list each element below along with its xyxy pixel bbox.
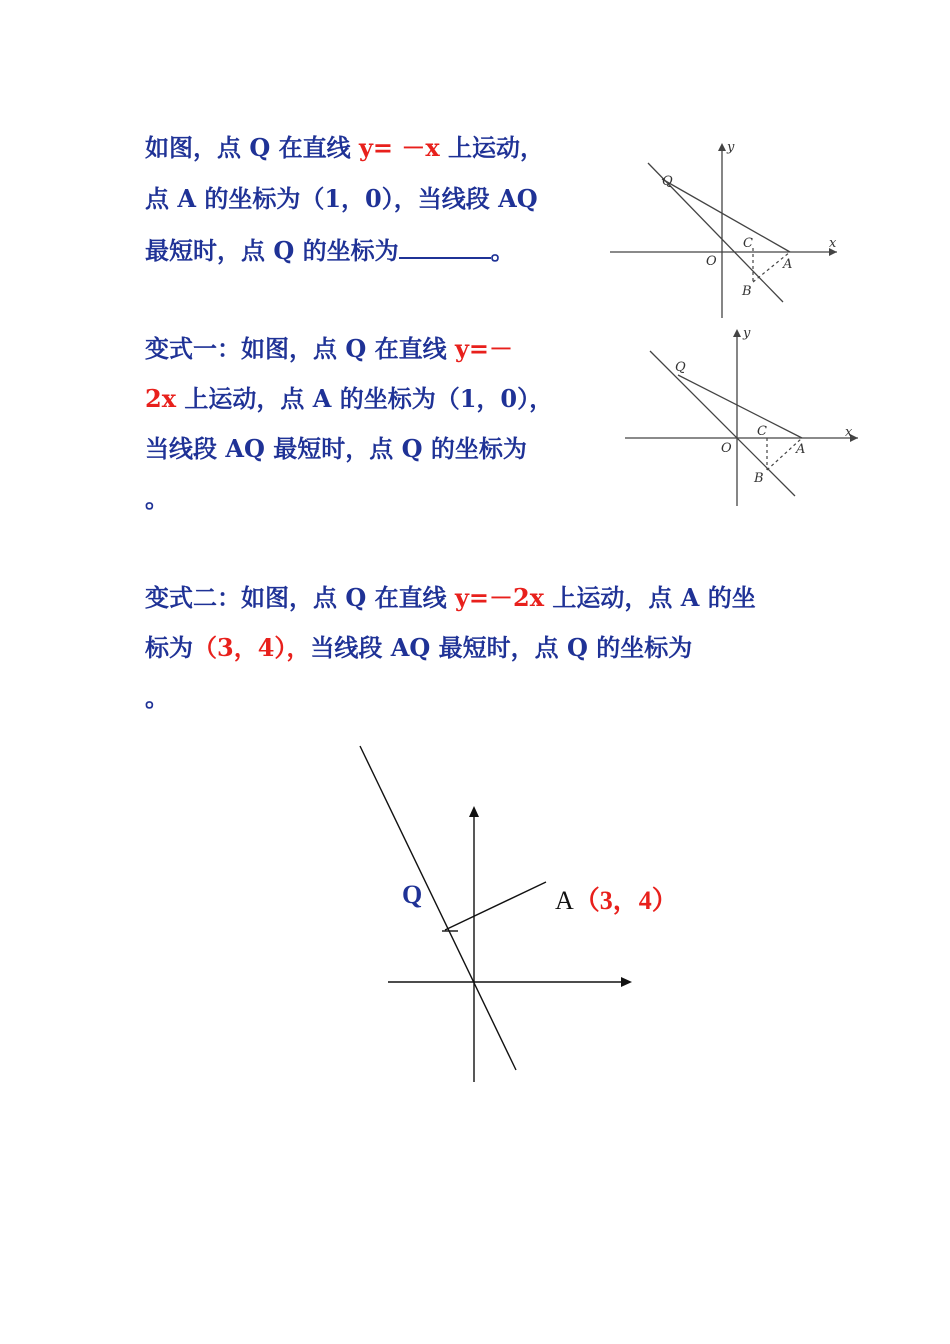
problem-line-3 — [145, 233, 515, 267]
variant1-text: 上运动，点 A 的坐标为（1，0）， — [176, 384, 554, 413]
point-q-label: Q — [402, 880, 423, 909]
point-b-label: B — [754, 471, 764, 486]
point-c-label: C — [757, 424, 767, 439]
figure-2 — [620, 323, 865, 508]
point-a-coord: （3，4） — [573, 886, 678, 915]
problem-text: 。 — [490, 236, 515, 265]
origin-label: O — [706, 254, 717, 269]
point-a-name: A — [555, 886, 574, 915]
variant2-text: 上运动，点 A 的坐 — [544, 583, 756, 612]
answer-blank — [399, 233, 491, 259]
problem-text: 点 A 的坐标为（1，0），当线段 AQ — [145, 184, 538, 213]
origin-label: O — [721, 441, 732, 456]
y-axis-label: y — [727, 140, 735, 155]
variant1-line-4 — [145, 483, 169, 515]
line-equation: y=－ — [454, 334, 514, 363]
point-q-label: Q — [675, 360, 686, 375]
variant1-text: 。 — [145, 484, 169, 513]
variant2-line-2 — [145, 632, 692, 664]
x-axis-label: x — [829, 236, 837, 251]
problem-text: 上运动， — [439, 133, 545, 162]
variant2-text: 标为 — [145, 633, 193, 662]
problem-text: 最短时，点 Q 的坐标为 — [145, 236, 399, 265]
point-c-label: C — [743, 236, 753, 251]
point-a-coordinates: （3，4）， — [193, 633, 311, 662]
figure-3 — [0, 740, 950, 1140]
variant1-line-2 — [145, 383, 553, 415]
variant1-text: 变式一：如图，点 Q 在直线 — [145, 334, 455, 363]
point-a-label: A — [783, 257, 793, 272]
x-axis-label: x — [845, 425, 853, 440]
variant1-line-1 — [145, 333, 513, 365]
point-a-label: A — [796, 442, 806, 457]
line-equation: 2x — [145, 384, 177, 413]
y-axis-label: y — [743, 326, 751, 341]
variant2-line-3 — [145, 682, 169, 714]
variant2-text: 变式二：如图，点 Q 在直线 — [145, 583, 455, 612]
variant2-text: 当线段 AQ 最短时，点 Q 的坐标为 — [310, 633, 693, 662]
variant2-line-1 — [145, 582, 756, 614]
variant1-text: 当线段 AQ 最短时，点 Q 的坐标为 — [145, 434, 527, 463]
point-q-label: Q — [662, 174, 673, 189]
figure-1 — [605, 135, 845, 325]
problem-line-2 — [145, 183, 538, 215]
variant2-text: 。 — [145, 683, 169, 712]
problem-line-1 — [145, 132, 544, 164]
point-a-label — [555, 880, 678, 917]
point-b-label: B — [742, 284, 752, 299]
problem-text: 如图，点 Q 在直线 — [145, 133, 359, 162]
line-equation: y=－2x — [454, 583, 545, 612]
variant1-line-3 — [145, 433, 527, 465]
line-equation: y= －x — [358, 133, 440, 162]
